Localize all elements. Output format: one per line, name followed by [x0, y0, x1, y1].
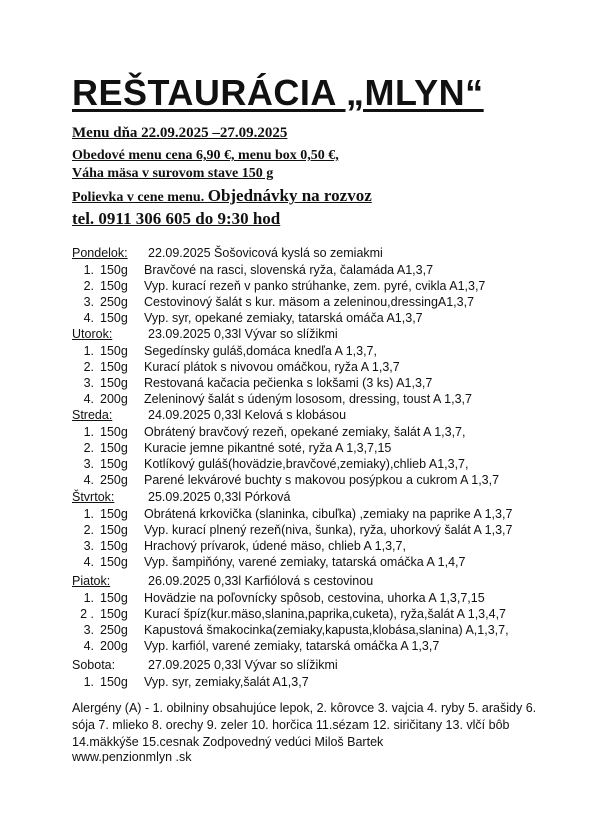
day-header — [72, 658, 338, 675]
day-name: Piatok: — [72, 574, 111, 588]
order-note: Objednávky na rozvoz — [207, 186, 372, 205]
menu-item — [72, 376, 472, 392]
item-number: 2 . — [80, 607, 94, 621]
item-dish: Bravčové na rasci, slovenská ryža, čalamáda A1,3,7 — [144, 263, 434, 277]
day-name: Pondelok: — [72, 246, 128, 260]
item-number: 3. — [83, 376, 94, 390]
menu-item — [72, 441, 499, 457]
item-weight: 150g — [100, 457, 128, 471]
item-number: 3. — [83, 539, 94, 553]
day-section-pondelok — [72, 246, 485, 327]
item-weight: 150g — [100, 311, 128, 325]
restaurant-title: REŠTAURÁCIA „MLYN“ — [72, 72, 484, 113]
item-number: 1. — [83, 344, 94, 358]
item-weight: 150g — [100, 425, 128, 439]
day-header — [72, 408, 499, 425]
day-soup: 25.09.2025 0,33l Pórková — [148, 490, 291, 504]
item-number: 4. — [83, 639, 94, 653]
item-dish: Vyp. kurací rezeň v panko strúhanke, zem. pyré, cvikla A1,3,7 — [144, 279, 486, 293]
menu-item — [72, 507, 512, 523]
menu-item — [72, 539, 512, 555]
item-weight: 150g — [100, 279, 128, 293]
item-weight: 150g — [100, 539, 128, 553]
soup-order-line — [72, 186, 372, 206]
item-number: 4. — [83, 555, 94, 569]
menu-item — [72, 591, 509, 607]
day-header — [72, 327, 472, 344]
item-dish: Vyp. karfiól, varené zemiaky, tatarská omáčka A 1,3,7 — [144, 639, 440, 653]
menu-item — [72, 607, 509, 623]
item-weight: 150g — [100, 591, 128, 605]
menu-item — [72, 473, 499, 489]
item-dish: Segedínsky guláš,domáca knedľa A 1,3,7, — [144, 344, 377, 358]
day-name: Štvrtok: — [72, 490, 115, 504]
menu-item — [72, 623, 509, 639]
item-weight: 150g — [100, 675, 128, 689]
menu-dates: Menu dňa 22.09.2025 –27.09.2025 — [72, 125, 288, 141]
menu-item — [72, 675, 338, 691]
item-dish: Cestovinový šalát s kur. mäsom a zeleninou,dressingA1,3,7 — [144, 295, 475, 309]
item-number: 2. — [83, 279, 94, 293]
item-dish: Kuracie jemne pikantné soté, ryža A 1,3,7,15 — [144, 441, 392, 455]
item-weight: 250g — [100, 295, 128, 309]
menu-item — [72, 523, 512, 539]
menu-item — [72, 555, 512, 571]
item-dish: Restovaná kačacia pečienka s lokšami (3 ks) A1,3,7 — [144, 376, 433, 390]
menu-item — [72, 392, 472, 408]
item-dish: Vyp. kurací plnený rezeň(niva, šunka), ryža, uhorkový šalát A 1,3,7 — [144, 523, 513, 537]
item-dish: Hovädzie na poľovnícky spôsob, cestovina, uhorka A 1,3,7,15 — [144, 591, 485, 605]
menu-item — [72, 639, 509, 655]
item-number: 1. — [83, 507, 94, 521]
menu-price: Obedové menu cena 6,90 €, menu box 0,50 €, — [72, 148, 339, 163]
day-name: Utorok: — [72, 327, 113, 341]
soup-note: Polievka v cene menu. — [72, 190, 205, 205]
item-dish: Vyp. šampiňóny, varené zemiaky, tatarská omáčka A 1,4,7 — [144, 555, 466, 569]
item-weight: 150g — [100, 344, 128, 358]
item-number: 3. — [83, 623, 94, 637]
day-soup: 27.09.2025 0,33l Vývar so slížikmi — [148, 658, 338, 672]
item-number: 1. — [83, 425, 94, 439]
item-dish: Kapustová šmakocinka(zemiaky,kapusta,klobása,slanina) A,1,3,7, — [144, 623, 509, 637]
meat-weight-note: Váha mäsa v surovom stave 150 g — [72, 166, 274, 181]
item-weight: 250g — [100, 623, 128, 637]
phone-line: tel. 0911 306 605 do 9:30 hod — [72, 209, 281, 228]
item-dish: Zeleninový šalát s údeným lososom, dressing, toust A 1,3,7 — [144, 392, 472, 406]
day-section-streda — [72, 408, 499, 489]
day-section-sobota — [72, 658, 338, 691]
item-dish: Obrátená krkovička (slaninka, cibuľka) ,zemiaky na paprike A 1,3,7 — [144, 507, 513, 521]
item-weight: 150g — [100, 376, 128, 390]
menu-item — [72, 295, 485, 311]
item-weight: 200g — [100, 392, 128, 406]
item-dish: Hrachový prívarok, údené mäso, chlieb A 1,3,7, — [144, 539, 406, 553]
menu-item — [72, 344, 472, 360]
allergen-info: Alergény (A) - 1. obilniny obsahujúce lepok, 2. kôrovce 3. vajcia 4. ryby 5. arašidy 6. sója 7. mlieko 8. orechy 9. zeler 10. horčica 11.sézam 12. siričitany 13. vlčí bôb 14.mäkkýše 15.cesnak Zodpovedný vedúci Miloš Bartek — [72, 701, 537, 749]
menu-item — [72, 279, 485, 295]
item-weight: 200g — [100, 639, 128, 653]
item-number: 3. — [83, 457, 94, 471]
day-name: Streda: — [72, 408, 113, 422]
item-weight: 150g — [100, 523, 128, 537]
day-soup: 22.09.2025 Šošovicová kyslá so zemiakmi — [148, 246, 383, 260]
item-dish: Obrátený bravčový rezeň, opekané zemiaky, šalát A 1,3,7, — [144, 425, 466, 439]
menu-item — [72, 263, 485, 279]
item-number: 1. — [83, 591, 94, 605]
item-number: 2. — [83, 523, 94, 537]
website-link[interactable]: www.penzionmlyn .sk — [72, 750, 192, 764]
item-number: 4. — [83, 311, 94, 325]
day-section-stvrtok — [72, 490, 512, 571]
day-header — [72, 246, 485, 263]
item-weight: 150g — [100, 360, 128, 374]
item-dish: Vyp. syr, zemiaky,šalát A1,3,7 — [144, 675, 309, 689]
day-name: Sobota: — [72, 658, 116, 672]
item-number: 4. — [83, 392, 94, 406]
item-number: 3. — [83, 295, 94, 309]
item-number: 2. — [83, 360, 94, 374]
item-weight: 250g — [100, 473, 128, 487]
item-weight: 150g — [100, 441, 128, 455]
item-weight: 150g — [100, 263, 128, 277]
day-header — [72, 490, 512, 507]
day-soup: 23.09.2025 0,33l Vývar so slížikmi — [148, 327, 338, 341]
item-number: 1. — [83, 675, 94, 689]
item-dish: Vyp. syr, opekané zemiaky, tatarská omáča A1,3,7 — [144, 311, 423, 325]
menu-item — [72, 311, 485, 327]
item-weight: 150g — [100, 607, 128, 621]
item-number: 4. — [83, 473, 94, 487]
day-section-utorok — [72, 327, 472, 408]
item-number: 2. — [83, 441, 94, 455]
item-dish: Kotlíkový guláš(hovädzie,bravčové,zemiaky),chlieb A1,3,7, — [144, 457, 469, 471]
day-header — [72, 574, 509, 591]
item-dish: Kurací špíz(kur.mäso,slanina,paprika,cuketa), ryža,šalát A 1,3,4,7 — [144, 607, 506, 621]
item-weight: 150g — [100, 507, 128, 521]
item-dish: Kurací plátok s nivovou omáčkou, ryža A 1,3,7 — [144, 360, 400, 374]
menu-item — [72, 425, 499, 441]
item-weight: 150g — [100, 555, 128, 569]
day-soup: 24.09.2025 0,33l Kelová s klobásou — [148, 408, 347, 422]
item-dish: Parené lekvárové buchty s makovou posýpkou a cukrom A 1,3,7 — [144, 473, 500, 487]
menu-item — [72, 457, 499, 473]
menu-item — [72, 360, 472, 376]
day-section-piatok — [72, 574, 509, 655]
day-soup: 26.09.2025 0,33l Karfiólová s cestovinou — [148, 574, 374, 588]
item-number: 1. — [83, 263, 94, 277]
